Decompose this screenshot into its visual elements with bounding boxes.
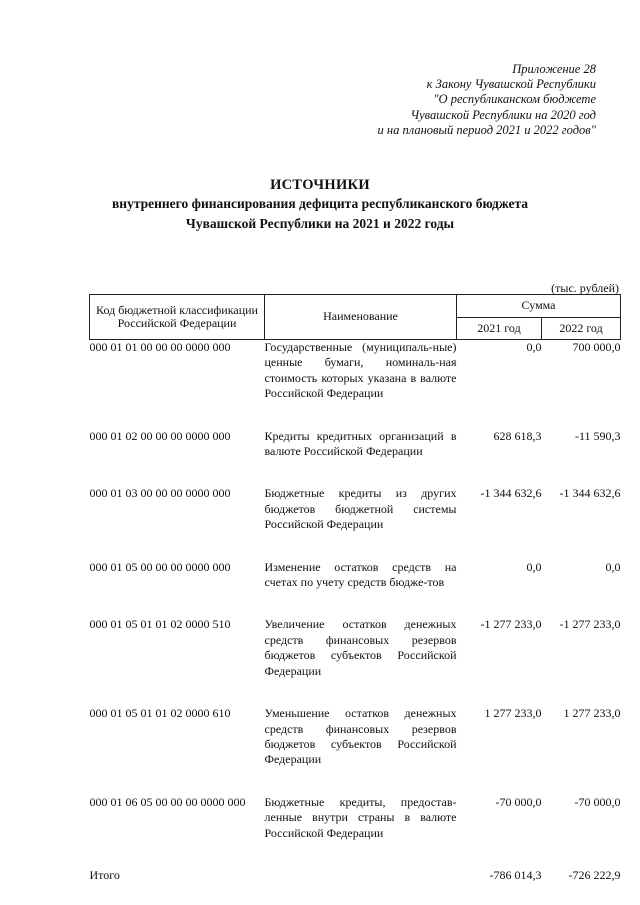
row-value-2021: 0,0: [526, 559, 542, 574]
row-value-2022: -70 000,0: [574, 794, 621, 809]
row-name: Изменение остатков средств на счетах по учету средств бюдже-тов: [264, 559, 457, 590]
appendix-line: и на плановый период 2021 и 2022 годов": [377, 122, 596, 137]
row-value-2022: -1 344 632,6: [559, 486, 621, 501]
total-label: Итого: [89, 867, 120, 882]
table-row: [90, 795, 621, 868]
row-name: Увеличение остатков денежных средств финансовых резервов бюджетов субъектов Российской Федерации: [264, 617, 457, 678]
row-value-2021: 1 277 233,0: [484, 706, 542, 721]
header-year-2022: 2022 год: [542, 317, 621, 340]
row-code: 000 01 05 01 01 02 0000 510: [89, 617, 231, 632]
row-value-2021: -70 000,0: [495, 794, 542, 809]
row-code: 000 01 01 00 00 00 0000 000: [89, 340, 231, 354]
row-code: 000 01 02 00 00 00 0000 000: [89, 428, 231, 443]
total-value-2021: -786 014,3: [489, 867, 542, 882]
row-name: Бюджетные кредиты, предостав-ленные внутри страны в валюте Российской Федерации: [264, 794, 457, 840]
row-code: 000 01 05 00 00 00 0000 000: [89, 559, 231, 574]
document-title: [0, 176, 640, 234]
row-code: 000 01 03 00 00 00 0000 000: [89, 486, 231, 501]
total-spacer: [265, 868, 457, 883]
row-value-2021: 628 618,3: [493, 428, 542, 443]
row-value-2022: -1 277 233,0: [559, 617, 621, 632]
row-value-2022: 0,0: [605, 559, 621, 574]
appendix-reference: [300, 62, 596, 138]
units-note: (тыс. рублей): [551, 281, 619, 295]
row-code: 000 01 05 01 01 02 0000 610: [89, 706, 231, 721]
header-year-2021: 2021 год: [457, 317, 542, 340]
row-value-2021: -1 344 632,6: [480, 486, 542, 501]
row-code: 000 01 06 05 00 00 00 0000 000: [89, 794, 246, 809]
appendix-line: Чувашской Республики на 2020 год: [410, 107, 596, 122]
title-line-2: внутреннего финансирования дефицита республиканского бюджета: [112, 196, 528, 211]
row-value-2022: 1 277 233,0: [563, 706, 621, 721]
table-body: [90, 340, 621, 883]
title-main: ИСТОЧНИКИ: [270, 177, 370, 193]
row-value-2022: -11 590,3: [574, 428, 621, 443]
table-header: [90, 295, 621, 340]
title-line-3: Чувашской Республики на 2021 и 2022 годы: [185, 216, 455, 231]
row-name: Бюджетные кредиты из других бюджетов бюджетной системы Российской Федерации: [264, 486, 457, 532]
row-name: Уменьшение остатков денежных средств финансовых резервов бюджетов субъектов Российской Федерации: [264, 706, 457, 767]
table-row: [90, 429, 621, 487]
header-code: Код бюджетной классификации Российской Федерации: [90, 295, 265, 340]
header-name: Наименование: [265, 295, 457, 340]
table-row: [90, 560, 621, 618]
row-name: Кредиты кредитных организаций в валюте Российской Федерации: [264, 428, 457, 459]
table-row: [90, 617, 621, 706]
total-value-2022: -726 222,9: [568, 867, 621, 882]
table-row: [90, 340, 621, 429]
header-sum: Сумма: [457, 295, 621, 318]
appendix-line: Приложение 28: [512, 62, 596, 76]
financing-sources-table: [89, 294, 621, 883]
table-row: [90, 706, 621, 795]
appendix-line: к Закону Чувашской Республики: [426, 77, 596, 92]
row-name: Государственные (муниципаль-ные) ценные бумаги, номиналь-ная стоимость которых указана в валюте Российской Федерации: [264, 340, 457, 401]
appendix-line: "О республиканском бюджете: [433, 92, 596, 107]
row-value-2022: 700 000,0: [572, 340, 621, 354]
table-row: [90, 486, 621, 559]
total-row: [90, 868, 621, 883]
row-value-2021: -1 277 233,0: [480, 617, 542, 632]
row-value-2021: 0,0: [526, 340, 542, 354]
